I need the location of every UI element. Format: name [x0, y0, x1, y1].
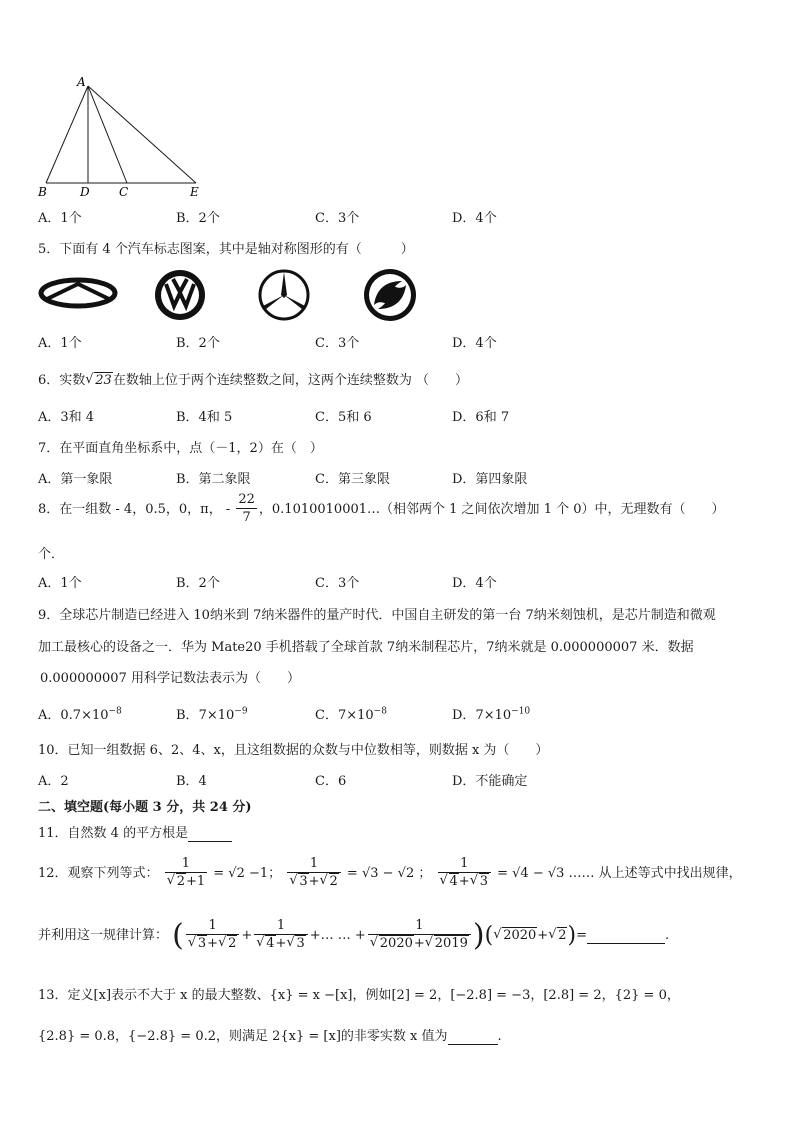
q12-eq2-den-a: 3 — [299, 874, 308, 889]
q12-eq2-den: √ 3+√ 2 — [287, 872, 340, 891]
q12-t2-a: 4 — [266, 936, 275, 951]
triangle-figure — [30, 72, 210, 200]
q9-b-base: 7×10 — [198, 708, 235, 723]
q8-option-d: D．4个 — [452, 576, 497, 591]
q8-frac-den: 7 — [236, 508, 257, 527]
q13-line2 — [38, 1025, 502, 1045]
q12-t2-fraction — [254, 918, 307, 953]
q9-c-label: C． — [315, 708, 338, 723]
q12-eq2-rhs: = √3 − √2 ； — [346, 866, 432, 881]
q9-line2: 加工最核心的设备之一．华为 Mate20 手机搭载了全球首款 7纳米制程芯片，7纳米就是 0.000000007 米．数据 — [38, 640, 694, 655]
q12-line2: 并利用这一规律计算： ( 1 √ 3+√ 2 + 1 √ 4+√ 3 +… … + 1 √ 2020+√ 2019 )(√ 2020+√ 2)= . — [38, 918, 669, 953]
q11-stem: 11．自然数 4 的平方根是 — [38, 826, 189, 841]
label-b: B — [38, 185, 47, 199]
q12-eq1-den-a: 2 — [176, 874, 185, 889]
q12-prefix: 12．观察下列等式： — [38, 866, 159, 881]
label-d: D — [80, 185, 90, 199]
q12-t2-den: √ 4+√ 3 — [254, 934, 307, 953]
q9-option-c — [315, 704, 387, 723]
mercedes-logo-icon — [257, 268, 311, 322]
dongfeng-logo-icon — [362, 267, 418, 323]
right-paren: ) — [472, 918, 485, 953]
q12-eq3-den-a: 4 — [449, 874, 458, 889]
q5-stem: 5．下面有 4 个汽车标志图案，其中是轴对称图形的有（ ） — [38, 242, 414, 257]
q9-d-label: D． — [452, 708, 476, 723]
q12-eq1-rhs: = √2 −1； — [213, 866, 282, 881]
q12-tail: …… 从上述等式中找出规律， — [568, 866, 742, 881]
q12-dots: +… … + — [309, 928, 366, 943]
q12-line2-prefix: 并利用这一规律计算： — [38, 928, 169, 943]
q6-option-d: D．6和 7 — [452, 410, 510, 425]
q9-d-base: 7×10 — [475, 708, 512, 723]
q12-line1 — [38, 856, 742, 891]
q8-line2: 个． — [38, 547, 65, 562]
right-paren-2: ) — [567, 923, 577, 948]
q12-eq3-rhs: = √4 − √3 — [497, 866, 565, 881]
q9-line1: 9．全球芯片制造已经进入 10纳米到 7纳米器件的量产时代．中国自主研发的第一台 7纳米刻蚀机，是芯片制造和微观 — [38, 608, 716, 623]
q5-option-c: C．3个 — [315, 336, 360, 351]
q6-radicand: 23 — [95, 373, 112, 388]
section2-title: 二、填空题(每小题 3 分，共 24 分) — [38, 800, 252, 815]
q12-eq2-den-b: 2 — [329, 874, 338, 889]
q12-eq3-den-b: 3 — [479, 874, 488, 889]
q8-option-b: B．2个 — [176, 576, 220, 591]
q9-c-base: 7×10 — [337, 708, 374, 723]
q11 — [38, 822, 232, 842]
fraction-22-7 — [236, 492, 257, 527]
q9-b-label: B． — [176, 708, 199, 723]
q9-c-exp: −8 — [373, 706, 387, 717]
left-paren: ( — [172, 918, 184, 953]
q5-option-a: A．1个 — [38, 336, 82, 351]
q10-stem: 10．已知一组数据 6、2、4、x，且这组数据的众数与中位数相等，则数据 x 为（ ） — [38, 743, 549, 758]
q7-option-a: A．第一象限 — [38, 472, 113, 487]
q9-b-exp: −9 — [234, 706, 248, 717]
q12-eq2-fraction — [287, 856, 340, 891]
q11-answer-blank[interactable] — [188, 826, 232, 842]
label-e: E — [190, 185, 199, 199]
q13-line2-text: {2.8} = 0.8，{−2.8} = 0.2，则满足 2{x} = [x]的非零实数 x 值为 — [38, 1029, 448, 1044]
q9-option-a — [38, 704, 122, 723]
q7-stem: 7．在平面直角坐标系中，点（－1，2）在（ ） — [38, 441, 323, 456]
q12-t3-b: 2019 — [434, 936, 468, 951]
q4-option-b: B．2个 — [176, 211, 220, 226]
q6-prefix: 6．实数 — [38, 373, 86, 388]
q12-eq3-den: √ 4+√ 3 — [438, 872, 491, 891]
q12-eq3-num: 1 — [460, 856, 469, 871]
q5-option-d: D．4个 — [452, 336, 497, 351]
q6-suffix: 在数轴上位于两个连续整数之间，这两个连续整数为 （ ） — [112, 373, 468, 388]
sqrt-23 — [85, 373, 113, 388]
q10-option-a: A．2 — [38, 774, 69, 789]
q13-period: . — [497, 1029, 502, 1044]
q12-t1-a: 3 — [197, 936, 207, 951]
q10-option-c: C．6 — [315, 774, 347, 789]
q12-eq1-den-b: +1 — [185, 874, 206, 889]
q12-eq2-num: 1 — [309, 856, 319, 871]
q12-answer-blank[interactable] — [587, 928, 665, 944]
label-c: C — [119, 185, 129, 199]
q8-stem — [38, 492, 725, 527]
left-paren-2: ( — [484, 923, 494, 948]
q5-option-b: B．2个 — [176, 336, 220, 351]
q12-equals: = — [576, 928, 587, 943]
q6-stem — [38, 369, 468, 388]
q10-option-b: B．4 — [176, 774, 207, 789]
q12-eq3-fraction — [438, 856, 491, 891]
q9-d-exp: −10 — [511, 706, 531, 717]
q12-t3-a: 2020 — [379, 936, 413, 951]
q8-prefix: 8．在一组数 - 4，0.5，0，π， - — [38, 502, 231, 517]
q4-option-d: D．4个 — [452, 211, 497, 226]
q12-t2-num: 1 — [276, 918, 286, 933]
q13-answer-blank[interactable] — [448, 1029, 498, 1045]
q9-a-label: A． — [38, 708, 61, 723]
q4-option-a: A．1个 — [38, 211, 82, 226]
q10-option-d: D．不能确定 — [452, 774, 528, 789]
q12-mult-a: 2020 — [503, 928, 537, 943]
q9-line3: 0.000000007 用科学记数法表示为（ ） — [40, 671, 300, 686]
q8-option-c: C．3个 — [315, 576, 360, 591]
q7-option-d: D．第四象限 — [452, 472, 528, 487]
q9-a-base: 0.7×10 — [60, 708, 109, 723]
label-a: A — [77, 75, 86, 89]
q13-line1: 13．定义[x]表示不大于 x 的最大整数、{x} = x −[x]，例如[2] = 2，[−2.8] = −3，[2.8] = 2，{2} = 0， — [38, 988, 680, 1003]
q12-t3-den: √ 2020+√ 2019 — [368, 934, 471, 953]
q6-option-b: B．4和 5 — [176, 410, 233, 425]
q4-option-c: C．3个 — [315, 211, 360, 226]
q12-t1-b: 2 — [228, 936, 237, 951]
volkswagen-logo-icon — [153, 268, 207, 322]
q12-eq1-den — [165, 872, 207, 891]
q12-t3-num: 1 — [415, 918, 424, 933]
q6-option-a: A．3和 4 — [38, 410, 95, 425]
q12-t1-fraction — [186, 918, 239, 953]
infiniti-logo-icon — [37, 275, 119, 311]
q7-option-b: B．第二象限 — [176, 472, 251, 487]
q12-mult-b: 2 — [558, 928, 567, 943]
q12-period: . — [664, 928, 670, 943]
q9-option-d — [452, 704, 530, 723]
q8-frac-num: 22 — [238, 492, 255, 507]
q12-eq1-num: 1 — [181, 856, 191, 871]
q12-t1-den: √ 3+√ 2 — [186, 934, 239, 953]
q12-eq1-fraction — [165, 856, 207, 891]
q12-t2-b: 3 — [296, 936, 305, 951]
q9-a-exp: −8 — [108, 706, 122, 717]
q8-option-a: A．1个 — [38, 576, 82, 591]
q9-option-b — [176, 704, 248, 723]
q12-t3-fraction — [368, 918, 471, 953]
q12-t1-num: 1 — [208, 918, 217, 933]
q7-option-c: C．第三象限 — [315, 472, 390, 487]
q6-option-c: C．5和 6 — [315, 410, 372, 425]
q8-suffix: ，0.1010010001…（相邻两个 1 之间依次增加 1 个 0）中，无理数有（ ） — [258, 502, 725, 517]
